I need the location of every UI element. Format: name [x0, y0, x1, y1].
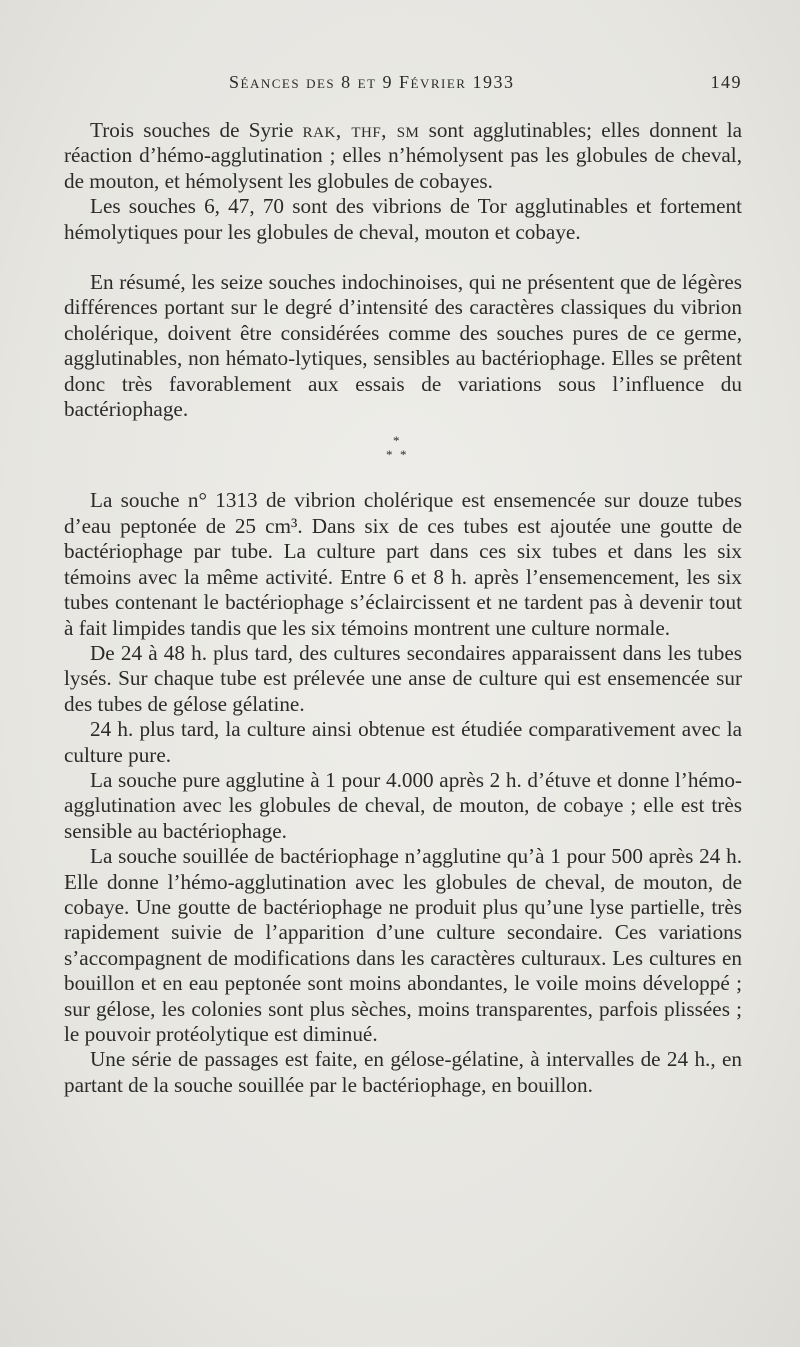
asterism-star: * [400, 447, 407, 463]
body-text [64, 118, 742, 1098]
strain-names: rak, thf, sm [302, 118, 420, 142]
paragraph-syrie-strains [64, 118, 742, 194]
paragraph-text: Trois souches de Syrie [90, 118, 303, 142]
paragraph-comparison: 24 h. plus tard, la culture ainsi obtenue est étudiée comparativement avec la culture pure. [64, 717, 742, 767]
asterism-star: * [386, 447, 393, 463]
paragraph-soiled-strain: La souche souillée de bactériophage n’agglutine qu’à 1 pour 500 après 24 h. Elle donne l’hémo-agglutination avec les globules de cheval, de mouton, de cobaye. Une goutte de bactériophage ne produit plus qu’une lyse partielle, très rapidement suivie de l’apparition d’une culture secondaire. Ces variations s’accompagnent de modifications dans les caractères culturaux. Les cultures en bouillon et en eau peptonée sont moins abondantes, le voile moins développé ; sur gélose, les colonies sont plus sèches, moins transparentes, parfois plissées ; le pouvoir protéolytique est diminué. [64, 844, 742, 1046]
running-title: Séances des 8 et 9 Février 1933 [229, 72, 515, 92]
section-asterism [64, 426, 742, 482]
page-number: 149 [710, 72, 742, 92]
asterism-star: * [393, 433, 400, 449]
page-header [64, 72, 742, 100]
paragraph-text: sont agglutinables; elles donnent la réaction d’hémo-agglutination ; elles n’hémolysent pas les globules de cheval, de mouton, et hémolysent les globules de cobayes. [64, 118, 743, 193]
paragraph-tor-vibrios: Les souches 6, 47, 70 sont des vibrions de Tor agglutinables et fortement hémolytiques pour les globules de cheval, mouton et cobaye. [64, 194, 742, 244]
paragraph-pure-strain: La souche pure agglutine à 1 pour 4.000 après 2 h. d’étuve et donne l’hémo-agglutination avec les globules de cheval, de mouton, de cobaye ; elle est très sensible au bactériophage. [64, 767, 742, 843]
paragraph-summary: En résumé, les seize souches indochinoises, qui ne présentent que de légères différences portant sur le degré d’intensité des caractères classiques du vibrion cholérique, doivent être considérées comme des souches pures de ce germe, agglutinables, non hémato-lytiques, sensibles au bactériophage. Elles se prêtent donc très favorablement aux essais de variations sous l’influence du bactériophage. [64, 270, 742, 422]
paragraph-strain-1313: La souche n° 1313 de vibrion cholérique est ensemencée sur douze tubes d’eau peptonée de 25 cm³. Dans six de ces tubes est ajoutée une goutte de bactériophage par tube. La culture part dans ces six tubes et dans les six témoins avec la même activité. Entre 6 et 8 h. après l’ensemencement, les six tubes contenant le bactériophage s’éclaircissent et ne tardent pas à devenir tout à fait limpides tandis que les six témoins montrent une culture normale. [64, 488, 742, 640]
paragraph-passages: Une série de passages est faite, en gélose-gélatine, à intervalles de 24 h., en partant de la souche souillée par le bactériophage, en bouillon. [64, 1047, 742, 1097]
paragraph-secondary-cultures: De 24 à 48 h. plus tard, des cultures secondaires apparaissent dans les tubes lysés. Sur chaque tube est prélevée une anse de culture qui est ensemencée sur des tubes de gélose gélatine. [64, 640, 742, 716]
